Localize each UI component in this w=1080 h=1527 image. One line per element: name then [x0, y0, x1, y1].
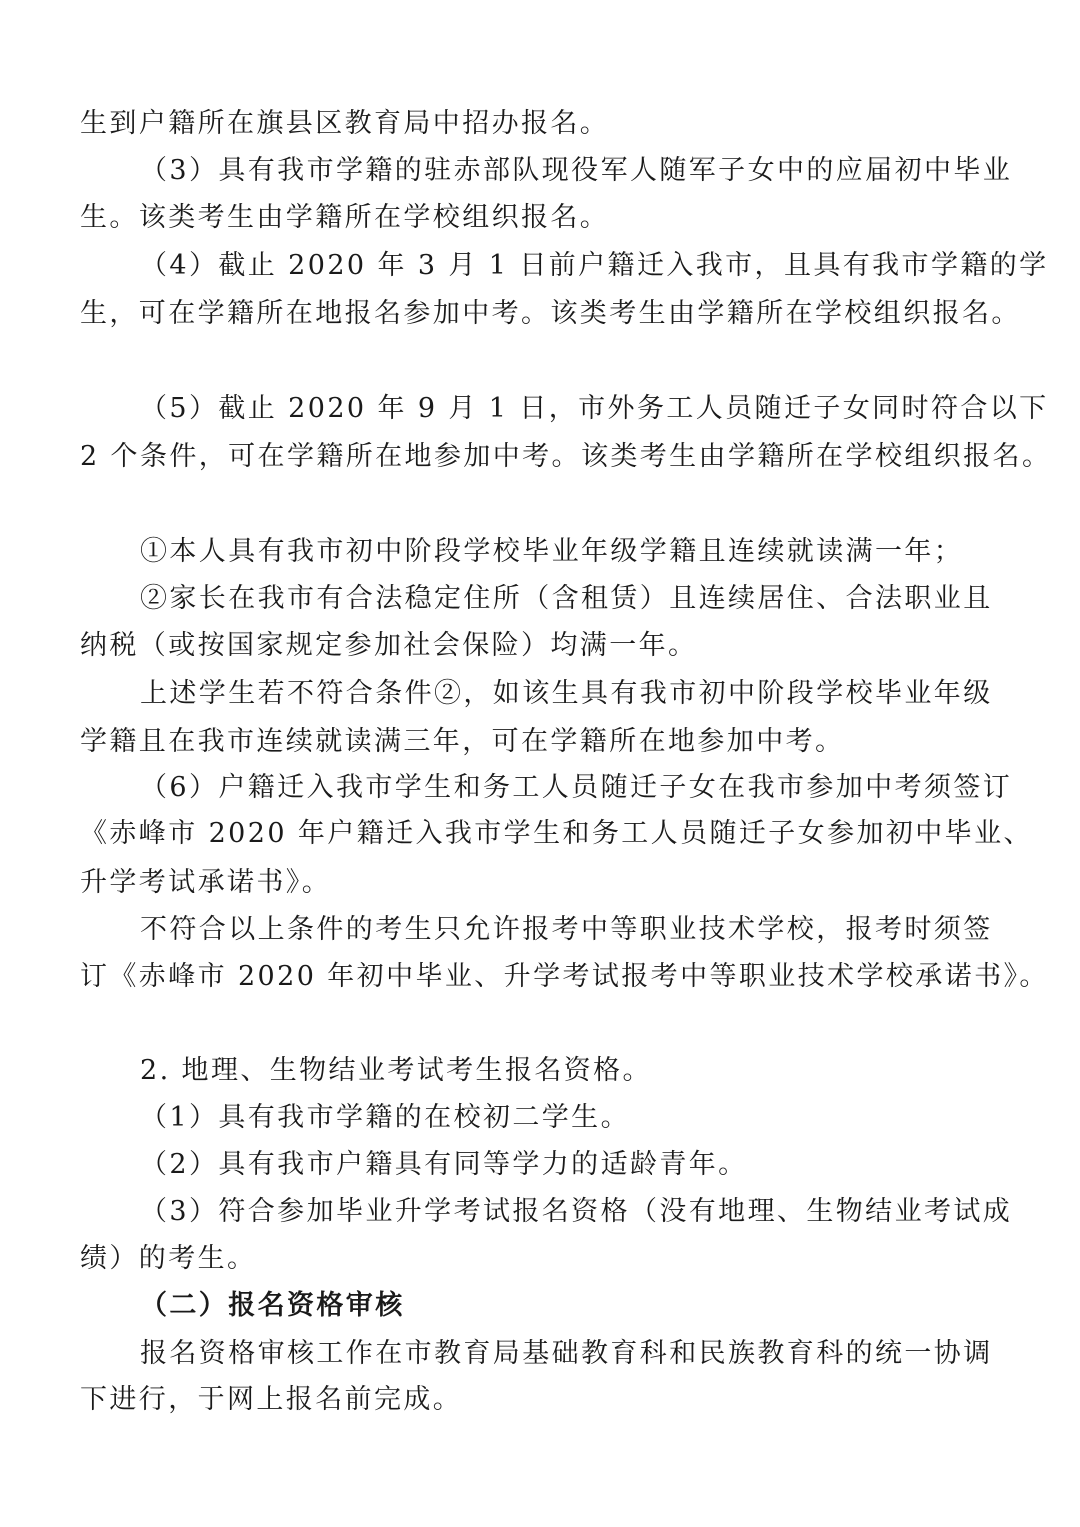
text-line: 报名资格审核工作在市教育局基础教育科和民族教育科的统一协调: [140, 1338, 993, 1369]
text-line: 上述学生若不符合条件②，如该生具有我市初中阶段学校毕业年级: [140, 678, 993, 709]
text-line: 生到户籍所在旗县区教育局中招办报名。: [80, 108, 610, 139]
text-line: （3）符合参加毕业升学考试报名资格（没有地理、生物结业考试成: [140, 1196, 1013, 1227]
text-line: 生，可在学籍所在地报名参加中考。该类考生由学籍所在学校组织报名。: [80, 298, 1021, 329]
text-line: （5）截止 2020 年 9 月 1 日，市外务工人员随迁子女同时符合以下: [140, 393, 1049, 424]
section-heading: 2. 地理、生物结业考试考生报名资格。: [140, 1055, 652, 1086]
text-line: 订《赤峰市 2020 年初中毕业、升学考试报考中等职业技术学校承诺书》。: [80, 961, 1049, 992]
text-line: ②家长在我市有合法稳定住所（含租赁）且连续居住、合法职业且: [140, 583, 993, 614]
text-line: 下进行，于网上报名前完成。: [80, 1384, 463, 1415]
text-line: 生。该类考生由学籍所在学校组织报名。: [80, 202, 610, 233]
text-line: 学籍且在我市连续就读满三年，可在学籍所在地参加中考。: [80, 726, 845, 757]
text-line: （4）截止 2020 年 3 月 1 日前户籍迁入我市，且具有我市学籍的学: [140, 250, 1049, 281]
text-line: （1）具有我市学籍的在校初二学生。: [140, 1102, 630, 1133]
text-line: 2 个条件，可在学籍所在地参加中考。该类考生由学籍所在学校组织报名。: [80, 441, 1052, 472]
text-line: 升学考试承诺书》。: [80, 867, 332, 898]
text-line: 纳税（或按国家规定参加社会保险）均满一年。: [80, 630, 698, 661]
text-line: （6）户籍迁入我市学生和务工人员随迁子女在我市参加中考须签订: [140, 772, 1013, 803]
text-line: 《赤峰市 2020 年户籍迁入我市学生和务工人员随迁子女参加初中毕业、: [80, 818, 1033, 849]
subsection-heading: （二）报名资格审核: [140, 1290, 405, 1321]
text-line: 不符合以上条件的考生只允许报考中等职业技术学校，报考时须签: [140, 914, 993, 945]
text-line: ①本人具有我市初中阶段学校毕业年级学籍且连续就读满一年；: [140, 536, 964, 567]
text-line: （2）具有我市户籍具有同等学力的适龄青年。: [140, 1149, 748, 1180]
text-line: 绩）的考生。: [80, 1243, 257, 1274]
text-line: （3）具有我市学籍的驻赤部队现役军人随军子女中的应届初中毕业: [140, 155, 1013, 186]
